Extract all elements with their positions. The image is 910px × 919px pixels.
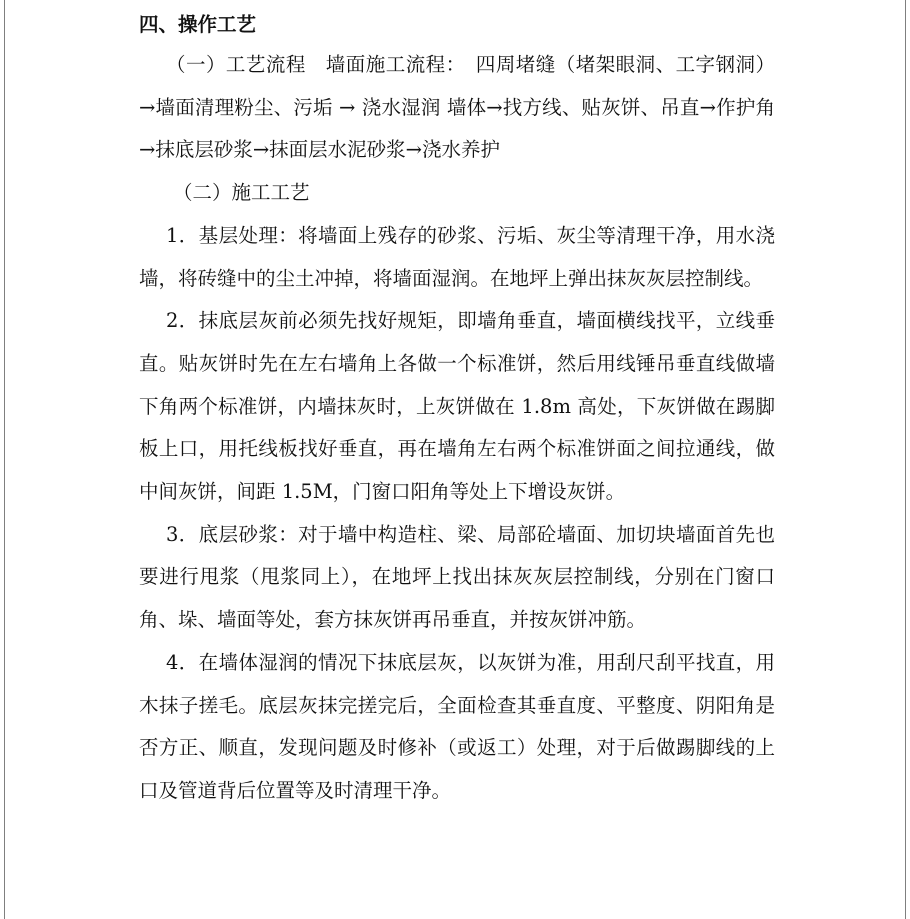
step-1-paragraph: 1．基层处理：将墙面上残存的砂浆、污垢、灰尘等清理干净，用水浇墙，将砖缝中的尘土冲掉，将墙面湿润。在地坪上弹出抹灰灰层控制线。: [139, 223, 775, 290]
step-2-paragraph: 2．抹底层灰前必须先找好规矩，即墙角垂直，墙面横线找平，立线垂直。贴灰饼时先在左右墙角上各做一个标准饼，然后用线锤吊垂直线做墙下角两个标准饼，内墙抹灰时，上灰饼做在 1.8m 高处，下灰饼做在踢脚板上口，用托线板找好垂直，再在墙角左右两个标准饼面之间拉通线，做中间灰饼，间距 1.5M，门窗口阳角等处上下增设灰饼。: [139, 309, 775, 504]
process-flow-paragraph: （一）工艺流程 墙面施工流程： 四周堵缝（堵架眼洞、工字钢洞）→墙面清理粉尘、污垢 → 浇水湿润 墙体→找方线、贴灰饼、吊直→作护角→抹底层砂浆→抹面层水泥砂浆→浇水养护: [139, 53, 775, 162]
construction-process-title: （二）施工工艺: [173, 181, 310, 205]
step-4-paragraph: 4．在墙体湿润的情况下抹底层灰，以灰饼为准，用刮尺刮平找直，用木抹子搓毛。底层灰抹完搓完后，全面检查其垂直度、平整度、阴阳角是否方正、顺直，发现问题及时修补（或返工）处理，对于后做踢脚线的上口及管道背后位置等及时清理干净。: [139, 650, 775, 802]
step-3-paragraph: 3．底层砂浆：对于墙中构造柱、梁、局部砼墙面、加切块墙面首先也要进行甩浆（甩浆同上），在地坪上找出抹灰灰层控制线，分别在门窗口角、垛、墙面等处，套方抹灰饼再吊垂直，并按灰饼冲筋。: [139, 522, 775, 632]
document-body: [139, 6, 775, 813]
right-border-line: [905, 0, 906, 919]
section-heading: 四、操作工艺: [139, 13, 257, 36]
left-border-line: [4, 0, 5, 919]
